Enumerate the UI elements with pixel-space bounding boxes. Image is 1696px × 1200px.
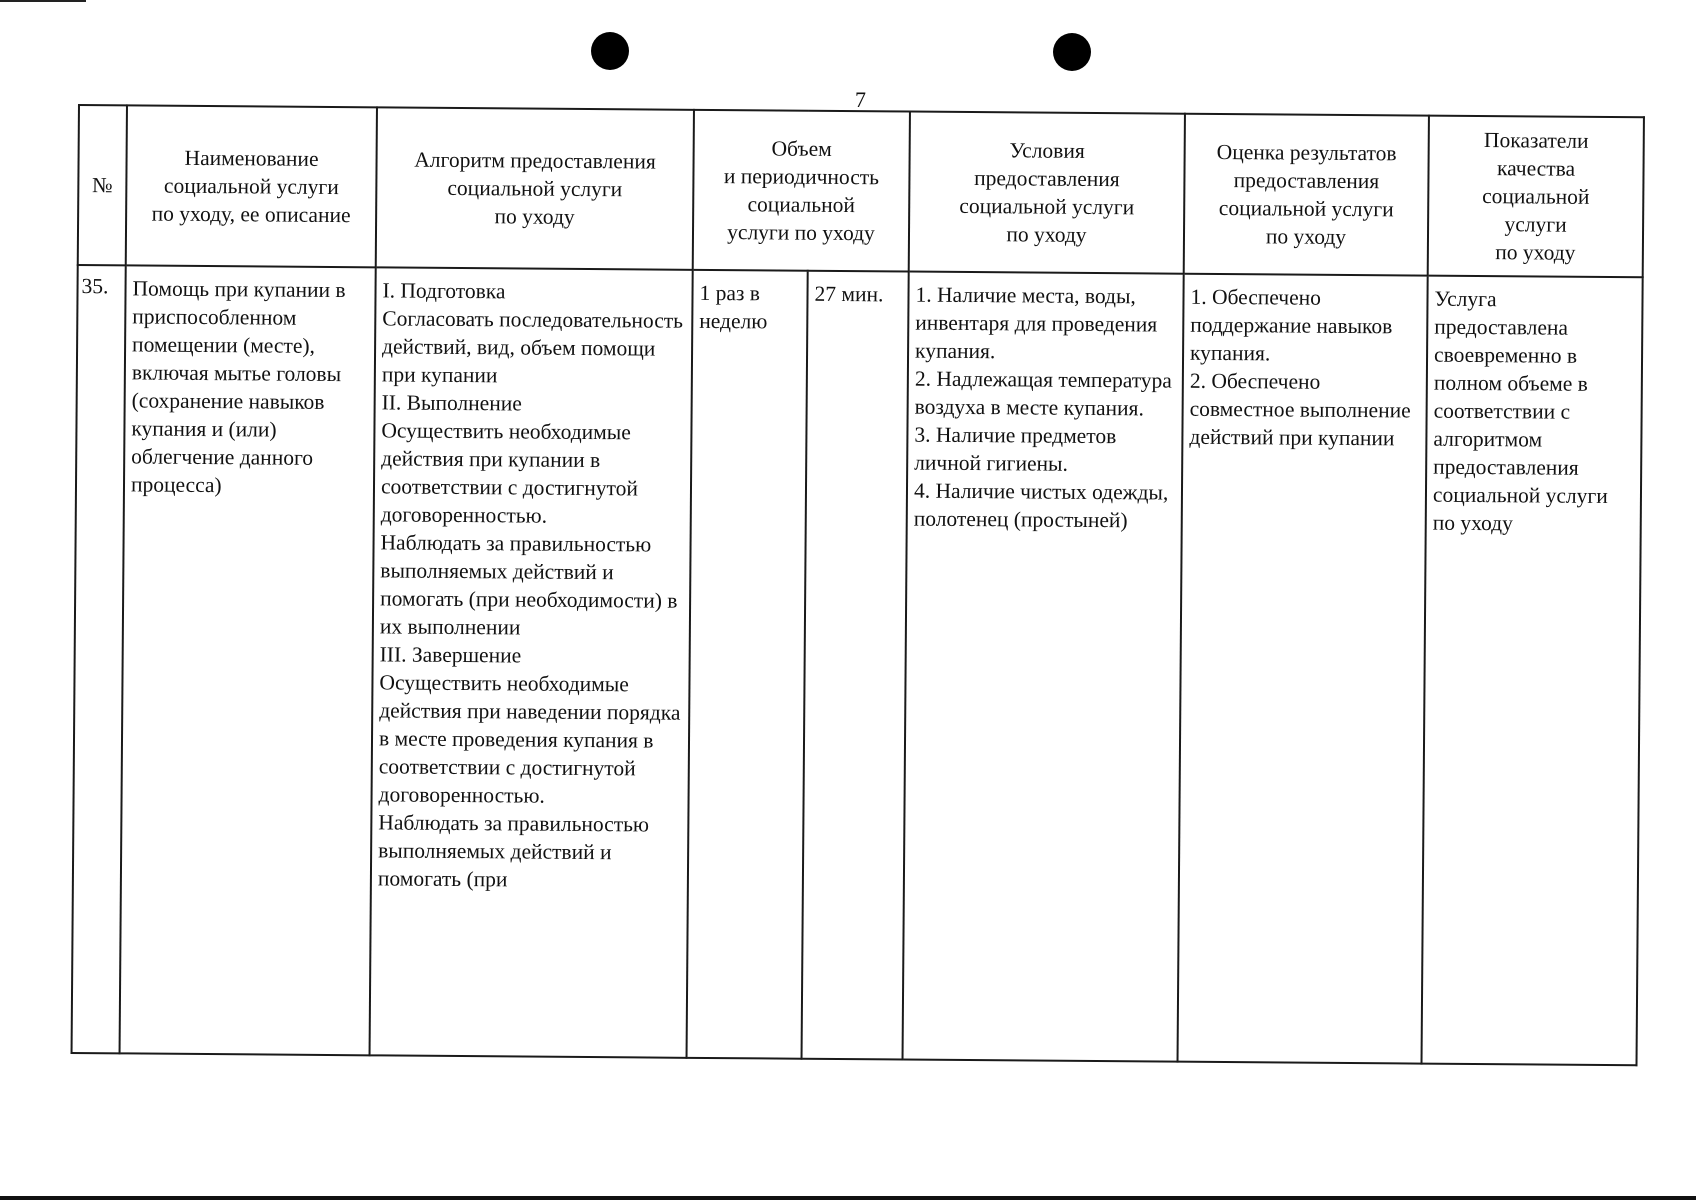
table-header-row [78, 105, 1644, 277]
social-service-table [71, 104, 1645, 1066]
header-service-name: Наименование социальной услуги по уходу, ее описание [126, 105, 377, 267]
document-sheet [71, 104, 1643, 1063]
row-number: 35. [72, 265, 126, 1053]
header-volume-frequency: Объем и периодичность социальной услуги по уходу [693, 110, 910, 272]
duration-cell: 27 мин. [802, 271, 909, 1060]
scan-edge-bottom [0, 1196, 1696, 1200]
algorithm-cell: I. Подготовка Согласовать последовательность действий, вид, объем помощи при купании II. Выполнение Осуществить необходимые действия при купании в соответствии с достигнутой договоренностью. Наблюдать за правильностью выполняемых действий и помогать (при необходимости) в их выполнении III. Завершение Осуществить необходимые действия при наведении порядка в месте проведения купания в соответствии с достигнутой договоренностью. Наблюдать за правильностью выполняемых действий и помогать (при [370, 267, 693, 1057]
header-number: № [78, 105, 127, 265]
evaluation-cell: 1. Обеспечено поддержание навыков купания. 2. Обеспечено совместное выполнение действий при купании [1178, 274, 1428, 1064]
scan-edge-top [0, 0, 86, 2]
service-name-cell: Помощь при купании в приспособленном помещении (месте), включая мытье головы (сохранение навыков купания и (или) облегчение данного процесса) [120, 265, 376, 1055]
quality-cell: Услуга предоставлена своевременно в полном объеме в соответствии с алгоритмом предоставления социальной услуги по уходу [1422, 276, 1643, 1066]
header-algorithm: Алгоритм предоставления социальной услуги по уходу [376, 107, 694, 269]
header-quality: Показатели качества социальной услуги по уходу [1428, 116, 1644, 278]
page-number: 7 [855, 87, 866, 112]
header-evaluation: Оценка результатов предоставления социальной услуги по уходу [1184, 114, 1429, 276]
punch-hole-right [1053, 33, 1091, 71]
punch-hole-left [591, 32, 629, 70]
table-row [72, 265, 1643, 1065]
frequency-cell: 1 раз в неделю [687, 270, 808, 1059]
conditions-cell: 1. Наличие места, воды, инвентаря для проведения купания. 2. Надлежащая температура воздуха в месте купания. 3. Наличие предметов личной гигиены. 4. Наличие чистых одежды, полотенец (простыней) [903, 272, 1184, 1062]
header-conditions: Условия предоставления социальной услуги по уходу [909, 112, 1185, 274]
